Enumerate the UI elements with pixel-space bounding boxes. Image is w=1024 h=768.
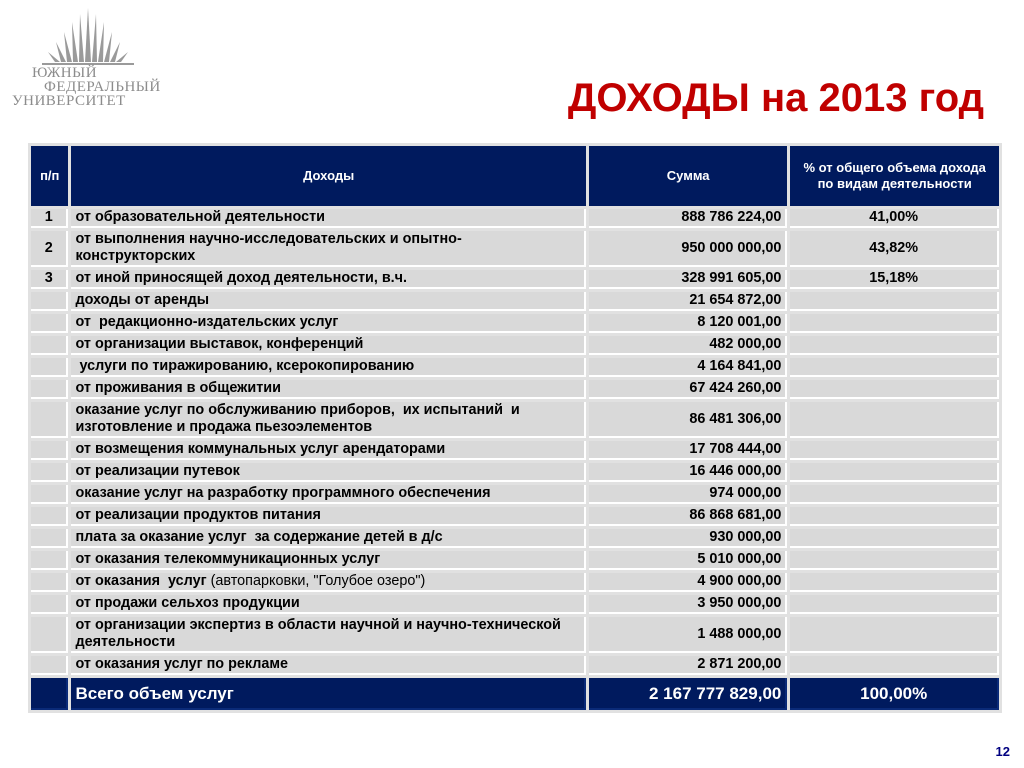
row-percent (790, 441, 999, 460)
row-amount: 86 868 681,00 (589, 507, 787, 526)
logo-text-line2: ФЕДЕРАЛЬНЫЙ (44, 79, 161, 95)
row-number (31, 656, 68, 675)
row-amount: 86 481 306,00 (589, 402, 787, 438)
row-label: плата за оказание услуг за содержание детей в д/с (71, 529, 585, 548)
university-logo (8, 6, 178, 114)
table-row (31, 551, 999, 570)
row-label: доходы от аренды (71, 292, 585, 311)
row-percent (790, 358, 999, 377)
row-number (31, 358, 68, 377)
sunburst-logo-icon (28, 6, 148, 68)
row-label: от оказания услуг по рекламе (71, 656, 585, 675)
header-number: п/п (31, 146, 68, 206)
row-number: 1 (31, 209, 68, 228)
row-percent: 41,00% (790, 209, 999, 228)
row-number (31, 336, 68, 355)
total-number-cell (31, 678, 68, 710)
income-table (28, 143, 1002, 713)
row-percent (790, 529, 999, 548)
row-label (71, 573, 585, 592)
row-label: оказание услуг на разработку программного обеспечения (71, 485, 585, 504)
total-percent: 100,00% (790, 678, 999, 710)
row-number (31, 551, 68, 570)
row-label: от реализации путевок (71, 463, 585, 482)
row-label: от проживания в общежитии (71, 380, 585, 399)
row-amount: 930 000,00 (589, 529, 787, 548)
row-number: 3 (31, 270, 68, 289)
table-row (31, 314, 999, 333)
page-title: ДОХОДЫ на 2013 год (567, 76, 984, 120)
table-row (31, 270, 999, 289)
logo-text-line1: ЮЖНЫЙ (32, 65, 98, 81)
total-label: Всего объем услуг (71, 678, 585, 710)
row-number (31, 292, 68, 311)
row-percent (790, 573, 999, 592)
row-label: от организации экспертиз в области научной и научно-технической деятельности (71, 617, 585, 653)
row-label: от оказания телекоммуникационных услуг (71, 551, 585, 570)
row-label: от выполнения научно-исследовательских и опытно-конструкторских (71, 231, 585, 267)
table-row (31, 402, 999, 438)
row-number (31, 463, 68, 482)
row-number (31, 380, 68, 399)
table-row (31, 656, 999, 675)
table-row (31, 209, 999, 228)
row-percent (790, 380, 999, 399)
row-label: от организации выставок, конференций (71, 336, 585, 355)
row-number (31, 507, 68, 526)
row-label: от возмещения коммунальных услуг арендаторами (71, 441, 585, 460)
table-header-row (31, 146, 999, 206)
page-number: 12 (995, 744, 1010, 759)
row-amount: 3 950 000,00 (589, 595, 787, 614)
row-percent (790, 485, 999, 504)
row-number (31, 402, 68, 438)
row-amount: 888 786 224,00 (589, 209, 787, 228)
table-row (31, 529, 999, 548)
row-percent: 43,82% (790, 231, 999, 267)
table-row (31, 617, 999, 653)
logo-text-line3: УНИВЕРСИТЕТ (12, 93, 126, 109)
row-amount: 2 871 200,00 (589, 656, 787, 675)
row-percent (790, 551, 999, 570)
row-percent (790, 595, 999, 614)
table-row (31, 507, 999, 526)
table-row (31, 485, 999, 504)
header-amount: Сумма (589, 146, 787, 206)
table-row (31, 358, 999, 377)
row-label: от образовательной деятельности (71, 209, 585, 228)
table-row (31, 231, 999, 267)
row-label: от продажи сельхоз продукции (71, 595, 585, 614)
row-amount: 974 000,00 (589, 485, 787, 504)
header-percent: % от общего объема дохода по видам деятельности (790, 146, 999, 206)
total-row (31, 678, 999, 710)
row-amount: 21 654 872,00 (589, 292, 787, 311)
row-amount: 67 424 260,00 (589, 380, 787, 399)
table-row (31, 463, 999, 482)
table-row (31, 336, 999, 355)
table-row (31, 292, 999, 311)
row-number (31, 573, 68, 592)
row-percent (790, 507, 999, 526)
row-label: от реализации продуктов питания (71, 507, 585, 526)
row-amount: 1 488 000,00 (589, 617, 787, 653)
table-row (31, 573, 999, 592)
row-percent: 15,18% (790, 270, 999, 289)
row-number (31, 314, 68, 333)
row-label-note: (автопарковки, "Голубое озеро") (210, 573, 426, 589)
row-amount: 5 010 000,00 (589, 551, 787, 570)
row-label: услуги по тиражированию, ксерокопированию (71, 358, 585, 377)
row-amount: 328 991 605,00 (589, 270, 787, 289)
table-row (31, 595, 999, 614)
row-amount: 17 708 444,00 (589, 441, 787, 460)
row-number (31, 441, 68, 460)
row-number (31, 617, 68, 653)
row-label: от редакционно-издательских услуг (71, 314, 585, 333)
row-amount: 950 000 000,00 (589, 231, 787, 267)
row-percent (790, 336, 999, 355)
row-percent (790, 656, 999, 675)
row-percent (790, 617, 999, 653)
total-amount: 2 167 777 829,00 (589, 678, 787, 710)
row-number (31, 529, 68, 548)
row-amount: 482 000,00 (589, 336, 787, 355)
row-number (31, 595, 68, 614)
row-percent (790, 314, 999, 333)
row-amount: 16 446 000,00 (589, 463, 787, 482)
row-label: от иной приносящей доход деятельности, в.ч. (71, 270, 585, 289)
table-row (31, 441, 999, 460)
row-percent (790, 292, 999, 311)
table-row (31, 380, 999, 399)
row-amount: 4 164 841,00 (589, 358, 787, 377)
row-percent (790, 402, 999, 438)
row-amount: 4 900 000,00 (589, 573, 787, 592)
row-percent (790, 463, 999, 482)
row-label-main: от оказания услуг (75, 573, 207, 589)
row-number (31, 485, 68, 504)
row-number: 2 (31, 231, 68, 267)
row-amount: 8 120 001,00 (589, 314, 787, 333)
header-income: Доходы (71, 146, 585, 206)
row-label: оказание услуг по обслуживанию приборов, их испытаний и изготовление и продажа пьезоэлементов (71, 402, 585, 438)
